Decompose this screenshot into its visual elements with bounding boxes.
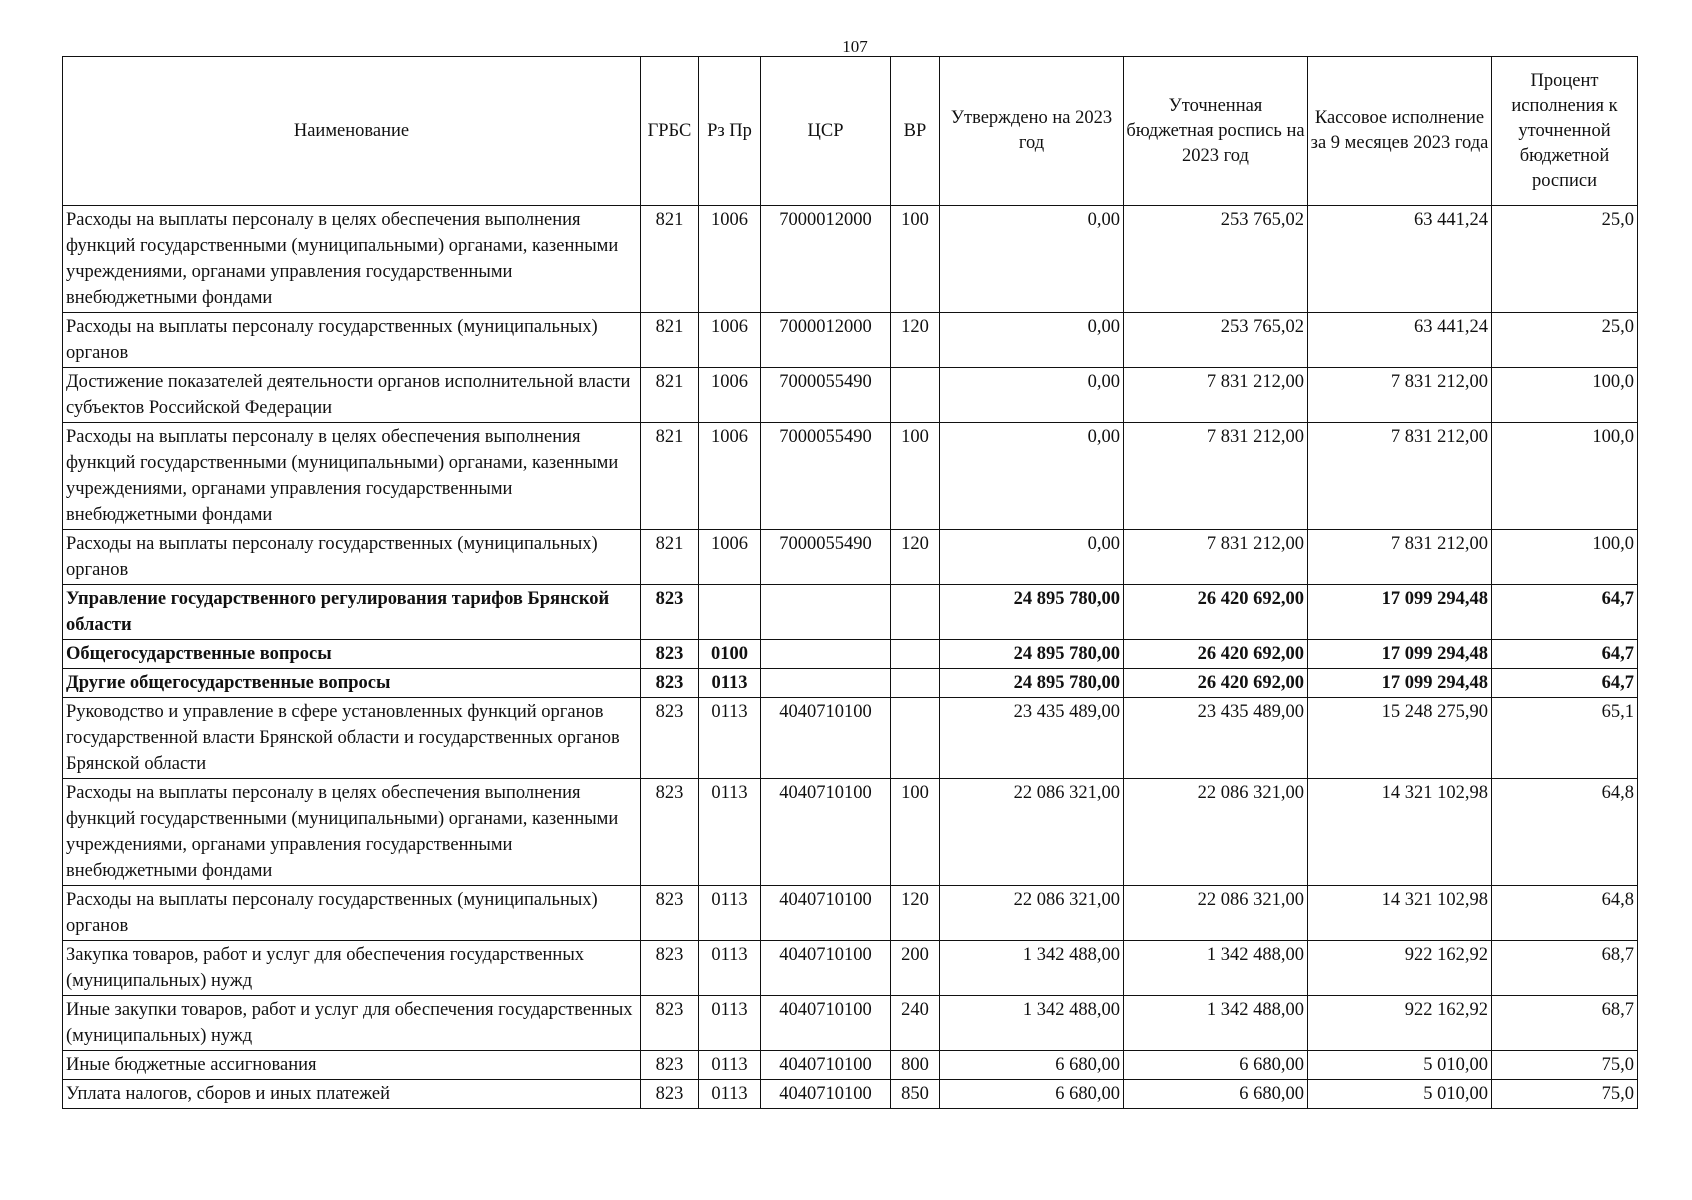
table-row <box>63 313 1638 368</box>
cell-percent: 64,8 <box>1492 886 1638 941</box>
table-row <box>63 368 1638 423</box>
cell-refined: 26 420 692,00 <box>1124 669 1308 698</box>
cell-grbs: 823 <box>641 886 699 941</box>
cell-vr <box>891 585 940 640</box>
table-row <box>63 669 1638 698</box>
cell-csr: 4040710100 <box>761 1051 891 1080</box>
cell-grbs: 823 <box>641 698 699 779</box>
cell-csr: 4040710100 <box>761 886 891 941</box>
cell-refined: 1 342 488,00 <box>1124 996 1308 1051</box>
cell-approved: 0,00 <box>940 313 1124 368</box>
table-row <box>63 886 1638 941</box>
cell-name: Руководство и управление в сфере установленных функций органов государственной власти Брянской области и государственных органов Брянской области <box>63 698 641 779</box>
budget-execution-table <box>62 56 1638 1109</box>
cell-grbs: 821 <box>641 530 699 585</box>
cell-rzpr: 0100 <box>699 640 761 669</box>
cell-name: Достижение показателей деятельности органов исполнительной власти субъектов Российской Федерации <box>63 368 641 423</box>
cell-name: Расходы на выплаты персоналу государственных (муниципальных) органов <box>63 313 641 368</box>
cell-cash: 17 099 294,48 <box>1308 640 1492 669</box>
cell-refined: 253 765,02 <box>1124 206 1308 313</box>
cell-grbs: 821 <box>641 368 699 423</box>
cell-vr: 120 <box>891 886 940 941</box>
cell-csr: 7000012000 <box>761 313 891 368</box>
cell-csr: 4040710100 <box>761 779 891 886</box>
cell-name: Иные закупки товаров, работ и услуг для обеспечения государственных (муниципальных) нужд <box>63 996 641 1051</box>
cell-name: Расходы на выплаты персоналу в целях обеспечения выполнения функций государственными (муниципальными) органами, казенными учреждениями, органами управления государственными внебюджетными фондами <box>63 206 641 313</box>
cell-approved: 6 680,00 <box>940 1080 1124 1109</box>
cell-cash: 14 321 102,98 <box>1308 779 1492 886</box>
table-row <box>63 996 1638 1051</box>
cell-approved: 22 086 321,00 <box>940 886 1124 941</box>
cell-name: Иные бюджетные ассигнования <box>63 1051 641 1080</box>
cell-csr: 7000055490 <box>761 423 891 530</box>
cell-name: Закупка товаров, работ и услуг для обеспечения государственных (муниципальных) нужд <box>63 941 641 996</box>
cell-name: Общегосударственные вопросы <box>63 640 641 669</box>
cell-approved: 24 895 780,00 <box>940 669 1124 698</box>
cell-vr: 120 <box>891 530 940 585</box>
cell-cash: 7 831 212,00 <box>1308 530 1492 585</box>
cell-percent: 100,0 <box>1492 423 1638 530</box>
cell-grbs: 823 <box>641 1080 699 1109</box>
cell-percent: 64,7 <box>1492 669 1638 698</box>
cell-percent: 75,0 <box>1492 1080 1638 1109</box>
table-row <box>63 1051 1638 1080</box>
cell-rzpr: 1006 <box>699 530 761 585</box>
cell-cash: 17 099 294,48 <box>1308 669 1492 698</box>
table-row <box>63 941 1638 996</box>
cell-rzpr: 1006 <box>699 368 761 423</box>
table-row <box>63 206 1638 313</box>
cell-approved: 0,00 <box>940 206 1124 313</box>
cell-percent: 75,0 <box>1492 1051 1638 1080</box>
cell-cash: 922 162,92 <box>1308 996 1492 1051</box>
page-number: 107 <box>842 37 868 56</box>
table-row <box>63 698 1638 779</box>
table-header <box>63 57 1638 206</box>
cell-approved: 1 342 488,00 <box>940 996 1124 1051</box>
cell-vr: 120 <box>891 313 940 368</box>
cell-percent: 64,7 <box>1492 585 1638 640</box>
cell-grbs: 823 <box>641 585 699 640</box>
cell-refined: 26 420 692,00 <box>1124 640 1308 669</box>
cell-cash: 17 099 294,48 <box>1308 585 1492 640</box>
cell-approved: 23 435 489,00 <box>940 698 1124 779</box>
cell-cash: 15 248 275,90 <box>1308 698 1492 779</box>
cell-approved: 24 895 780,00 <box>940 585 1124 640</box>
table-row <box>63 585 1638 640</box>
cell-percent: 64,8 <box>1492 779 1638 886</box>
cell-refined: 6 680,00 <box>1124 1051 1308 1080</box>
cell-approved: 6 680,00 <box>940 1051 1124 1080</box>
cell-vr: 200 <box>891 941 940 996</box>
cell-refined: 1 342 488,00 <box>1124 941 1308 996</box>
cell-refined: 22 086 321,00 <box>1124 779 1308 886</box>
table-body <box>63 206 1638 1109</box>
cell-cash: 7 831 212,00 <box>1308 368 1492 423</box>
cell-rzpr: 0113 <box>699 779 761 886</box>
table-row <box>63 640 1638 669</box>
cell-vr <box>891 698 940 779</box>
cell-vr: 100 <box>891 206 940 313</box>
cell-csr <box>761 585 891 640</box>
header-cash: Кассовое исполнение за 9 месяцев 2023 года <box>1308 57 1492 206</box>
header-rzpr: Рз Пр <box>699 57 761 206</box>
cell-approved: 22 086 321,00 <box>940 779 1124 886</box>
cell-csr <box>761 669 891 698</box>
cell-refined: 253 765,02 <box>1124 313 1308 368</box>
cell-csr: 4040710100 <box>761 941 891 996</box>
cell-csr: 7000055490 <box>761 368 891 423</box>
header-vr: ВР <box>891 57 940 206</box>
cell-percent: 65,1 <box>1492 698 1638 779</box>
table-row <box>63 779 1638 886</box>
cell-name: Расходы на выплаты персоналу государственных (муниципальных) органов <box>63 886 641 941</box>
cell-rzpr <box>699 585 761 640</box>
cell-percent: 25,0 <box>1492 313 1638 368</box>
cell-percent: 100,0 <box>1492 530 1638 585</box>
cell-csr: 4040710100 <box>761 698 891 779</box>
cell-grbs: 823 <box>641 779 699 886</box>
cell-cash: 14 321 102,98 <box>1308 886 1492 941</box>
cell-csr: 7000012000 <box>761 206 891 313</box>
cell-cash: 63 441,24 <box>1308 206 1492 313</box>
cell-percent: 25,0 <box>1492 206 1638 313</box>
cell-cash: 922 162,92 <box>1308 941 1492 996</box>
header-csr: ЦСР <box>761 57 891 206</box>
cell-refined: 7 831 212,00 <box>1124 530 1308 585</box>
cell-name: Уплата налогов, сборов и иных платежей <box>63 1080 641 1109</box>
cell-approved: 1 342 488,00 <box>940 941 1124 996</box>
table-row <box>63 1080 1638 1109</box>
cell-rzpr: 0113 <box>699 698 761 779</box>
cell-rzpr: 0113 <box>699 1080 761 1109</box>
cell-rzpr: 1006 <box>699 423 761 530</box>
header-approved: Утверждено на 2023 год <box>940 57 1124 206</box>
cell-approved: 0,00 <box>940 368 1124 423</box>
cell-csr <box>761 640 891 669</box>
cell-cash: 63 441,24 <box>1308 313 1492 368</box>
cell-rzpr: 0113 <box>699 886 761 941</box>
cell-csr: 4040710100 <box>761 1080 891 1109</box>
cell-vr: 100 <box>891 423 940 530</box>
header-grbs: ГРБС <box>641 57 699 206</box>
cell-vr <box>891 669 940 698</box>
cell-refined: 6 680,00 <box>1124 1080 1308 1109</box>
cell-refined: 23 435 489,00 <box>1124 698 1308 779</box>
cell-grbs: 823 <box>641 640 699 669</box>
cell-percent: 64,7 <box>1492 640 1638 669</box>
cell-grbs: 821 <box>641 423 699 530</box>
header-refined: Уточненная бюджетная роспись на 2023 год <box>1124 57 1308 206</box>
cell-refined: 7 831 212,00 <box>1124 423 1308 530</box>
cell-grbs: 823 <box>641 996 699 1051</box>
cell-refined: 22 086 321,00 <box>1124 886 1308 941</box>
cell-grbs: 823 <box>641 669 699 698</box>
cell-rzpr: 0113 <box>699 1051 761 1080</box>
header-percent: Процент исполнения к уточненной бюджетной росписи <box>1492 57 1638 206</box>
table-row <box>63 530 1638 585</box>
cell-csr: 4040710100 <box>761 996 891 1051</box>
cell-vr: 240 <box>891 996 940 1051</box>
cell-name: Управление государственного регулирования тарифов Брянской области <box>63 585 641 640</box>
header-name: Наименование <box>63 57 641 206</box>
cell-csr: 7000055490 <box>761 530 891 585</box>
cell-cash: 5 010,00 <box>1308 1080 1492 1109</box>
cell-rzpr: 1006 <box>699 313 761 368</box>
cell-grbs: 823 <box>641 1051 699 1080</box>
cell-grbs: 821 <box>641 206 699 313</box>
cell-rzpr: 0113 <box>699 941 761 996</box>
cell-rzpr: 1006 <box>699 206 761 313</box>
cell-percent: 68,7 <box>1492 941 1638 996</box>
cell-approved: 0,00 <box>940 423 1124 530</box>
cell-percent: 100,0 <box>1492 368 1638 423</box>
cell-grbs: 823 <box>641 941 699 996</box>
cell-approved: 0,00 <box>940 530 1124 585</box>
cell-vr <box>891 368 940 423</box>
cell-vr: 100 <box>891 779 940 886</box>
cell-refined: 7 831 212,00 <box>1124 368 1308 423</box>
cell-vr: 800 <box>891 1051 940 1080</box>
cell-cash: 7 831 212,00 <box>1308 423 1492 530</box>
cell-name: Другие общегосударственные вопросы <box>63 669 641 698</box>
cell-vr <box>891 640 940 669</box>
cell-cash: 5 010,00 <box>1308 1051 1492 1080</box>
cell-grbs: 821 <box>641 313 699 368</box>
cell-rzpr: 0113 <box>699 669 761 698</box>
cell-approved: 24 895 780,00 <box>940 640 1124 669</box>
cell-rzpr: 0113 <box>699 996 761 1051</box>
cell-name: Расходы на выплаты персоналу государственных (муниципальных) органов <box>63 530 641 585</box>
cell-vr: 850 <box>891 1080 940 1109</box>
cell-name: Расходы на выплаты персоналу в целях обеспечения выполнения функций государственными (муниципальными) органами, казенными учреждениями, органами управления государственными внебюджетными фондами <box>63 423 641 530</box>
cell-percent: 68,7 <box>1492 996 1638 1051</box>
table-row <box>63 423 1638 530</box>
cell-name: Расходы на выплаты персоналу в целях обеспечения выполнения функций государственными (муниципальными) органами, казенными учреждениями, органами управления государственными внебюджетными фондами <box>63 779 641 886</box>
cell-refined: 26 420 692,00 <box>1124 585 1308 640</box>
